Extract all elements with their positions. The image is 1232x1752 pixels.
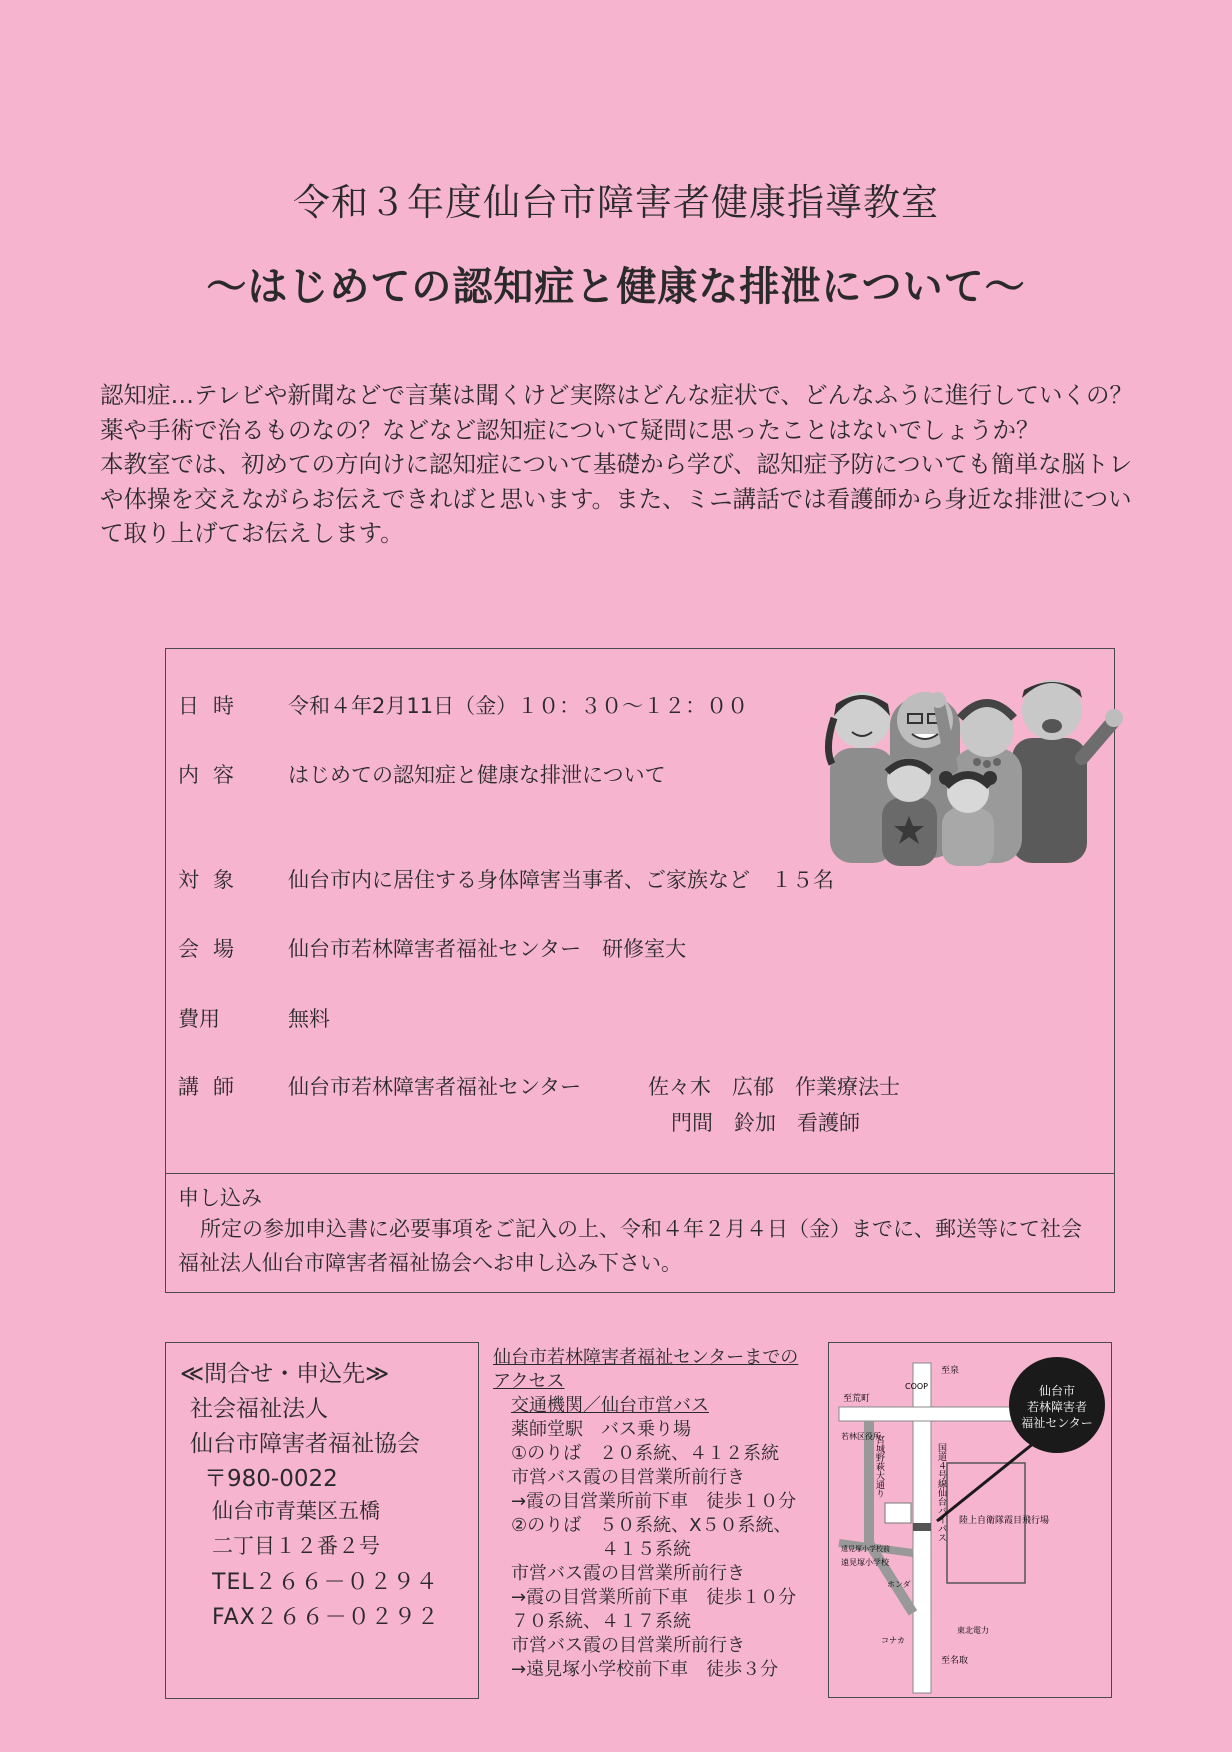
map-ward-office-label: 若林区役所 xyxy=(841,1432,881,1441)
access-line: ７０系統、４１７系統 xyxy=(511,1611,691,1632)
content-label: 内容 xyxy=(178,763,248,787)
application-text: 所定の参加申込書に必要事項をご記入の上、令和４年２月４日（金）までに、郵送等にて社会福祉法人仙台市障害者福祉協会へお申し込み下さい。 xyxy=(178,1217,1082,1275)
contact-tel: TEL２６６－０２９４ xyxy=(212,1570,439,1595)
map-drawing xyxy=(829,1343,1111,1697)
fee-value: 無料 xyxy=(288,1007,330,1031)
access-info xyxy=(493,1346,823,1682)
map-miyagino-label: 宮城野萩大通り xyxy=(874,1435,884,1498)
map-bypass-label: 国道４号線仙台バイパス xyxy=(936,1443,946,1542)
contact-org-2: 仙台市障害者福祉協会 xyxy=(190,1431,420,1457)
access-line: 市営バス霞の目営業所前行き xyxy=(511,1635,745,1656)
access-line: ②のりば ５０系統、X５０系統、 xyxy=(511,1515,792,1536)
map-road-east-west xyxy=(839,1407,1039,1421)
map-south-label: 至名取 xyxy=(941,1656,969,1666)
access-line: →霞の目営業所前下車 徒歩１０分 xyxy=(511,1491,797,1512)
map-honda-label: ホンダ xyxy=(887,1580,911,1589)
contact-heading: ≪問合せ・申込先≫ xyxy=(180,1361,390,1387)
main-title: 令和３年度仙台市障害者健康指導教室 xyxy=(293,181,939,224)
contact-zip: 〒980-0022 xyxy=(204,1466,338,1492)
contact-address-2: 二丁目１２番２号 xyxy=(212,1534,380,1558)
intro-text xyxy=(100,378,1140,551)
map-tohoku-label: 東北電力 xyxy=(957,1626,989,1635)
map-callout-line: 仙台市 xyxy=(1038,1384,1076,1398)
access-title-2: アクセス xyxy=(493,1371,565,1392)
application-heading: 申し込み xyxy=(178,1186,262,1210)
map-busstop-label: 遠見塚小学校前 xyxy=(841,1545,890,1553)
contact-address-1: 仙台市青葉区五橋 xyxy=(212,1499,380,1523)
family-illustration xyxy=(812,668,1132,868)
access-line: →霞の目営業所前下車 徒歩１０分 xyxy=(511,1587,797,1608)
intro-paragraph-2: 本教室では、初めての方向けに認知症について基礎から学び、認知症予防についても簡単な脳トレや体操を交えながらお伝えできればと思います。また、ミニ講話では看護師から身近な排泄について取り上げてお伝えします。 xyxy=(100,450,1133,547)
target-value: 仙台市内に居住する身体障害当事者、ご家族など １５名 xyxy=(288,868,834,892)
girl-body xyxy=(942,808,994,866)
target-label: 対象 xyxy=(178,868,248,892)
access-line: 市営バス霞の目営業所前行き xyxy=(511,1467,745,1488)
lecturer-2: 門間 鈴加 看護師 xyxy=(671,1111,860,1135)
contact-fax: FAX２６６－０２９２ xyxy=(212,1605,440,1630)
access-line: 市営バス霞の目営業所前行き xyxy=(511,1563,745,1584)
map-callout-line: 若林障害者 xyxy=(1026,1400,1088,1414)
venue-label: 会場 xyxy=(178,937,248,961)
map-konaka-label: コナカ xyxy=(881,1636,905,1645)
fee-label: 費用 xyxy=(178,1007,220,1031)
intro-paragraph-1: 認知症…テレビや新聞などで言葉は聞くけど実際はどんな症状で、どんなふうに進行していくの？薬や手術で治るものなの？などなど認知症について疑問に思ったことはないでしょうか？ xyxy=(100,381,1134,444)
content-value: はじめての認知症と健康な排泄について xyxy=(288,763,666,787)
lecturer-org: 仙台市若林障害者福祉センター xyxy=(288,1075,582,1099)
map-callout-line: 福祉センター xyxy=(1021,1416,1093,1430)
access-map xyxy=(828,1342,1112,1698)
date-value: 令和４年2月11日（金）１０：３０～１２：００ xyxy=(288,694,749,718)
application-section xyxy=(166,1173,1114,1293)
access-line: ①のりば ２０系統、４１２系統 xyxy=(511,1443,780,1464)
map-airfield-label: 陸上自衛隊霞目飛行場 xyxy=(959,1516,1050,1526)
lecturer-1: 佐々木 広郁 作業療法士 xyxy=(648,1075,900,1099)
map-west-label: 至荒町 xyxy=(843,1394,871,1404)
contact-box xyxy=(165,1342,479,1699)
access-line: ４１５系統 xyxy=(511,1539,691,1560)
access-subtitle: 交通機関／仙台市営バス xyxy=(511,1395,709,1416)
contact-org-1: 社会福祉法人 xyxy=(190,1396,328,1422)
subtitle: ～はじめての認知症と健康な排泄について～ xyxy=(206,264,1026,310)
date-label: 日時 xyxy=(178,694,248,718)
venue-value: 仙台市若林障害者福祉センター 研修室大 xyxy=(288,937,687,961)
access-line: 薬師堂駅 バス乗り場 xyxy=(511,1419,691,1440)
lecturer-label: 講師 xyxy=(178,1075,248,1099)
map-coop-label: COOP xyxy=(905,1382,929,1391)
access-title-1: 仙台市若林障害者福祉センターまでの xyxy=(493,1347,799,1368)
access-line: →遠見塚小学校前下車 徒歩３分 xyxy=(511,1659,779,1680)
map-school-label: 遠見塚小学校 xyxy=(841,1558,889,1567)
map-north-label: 至泉 xyxy=(941,1366,960,1376)
